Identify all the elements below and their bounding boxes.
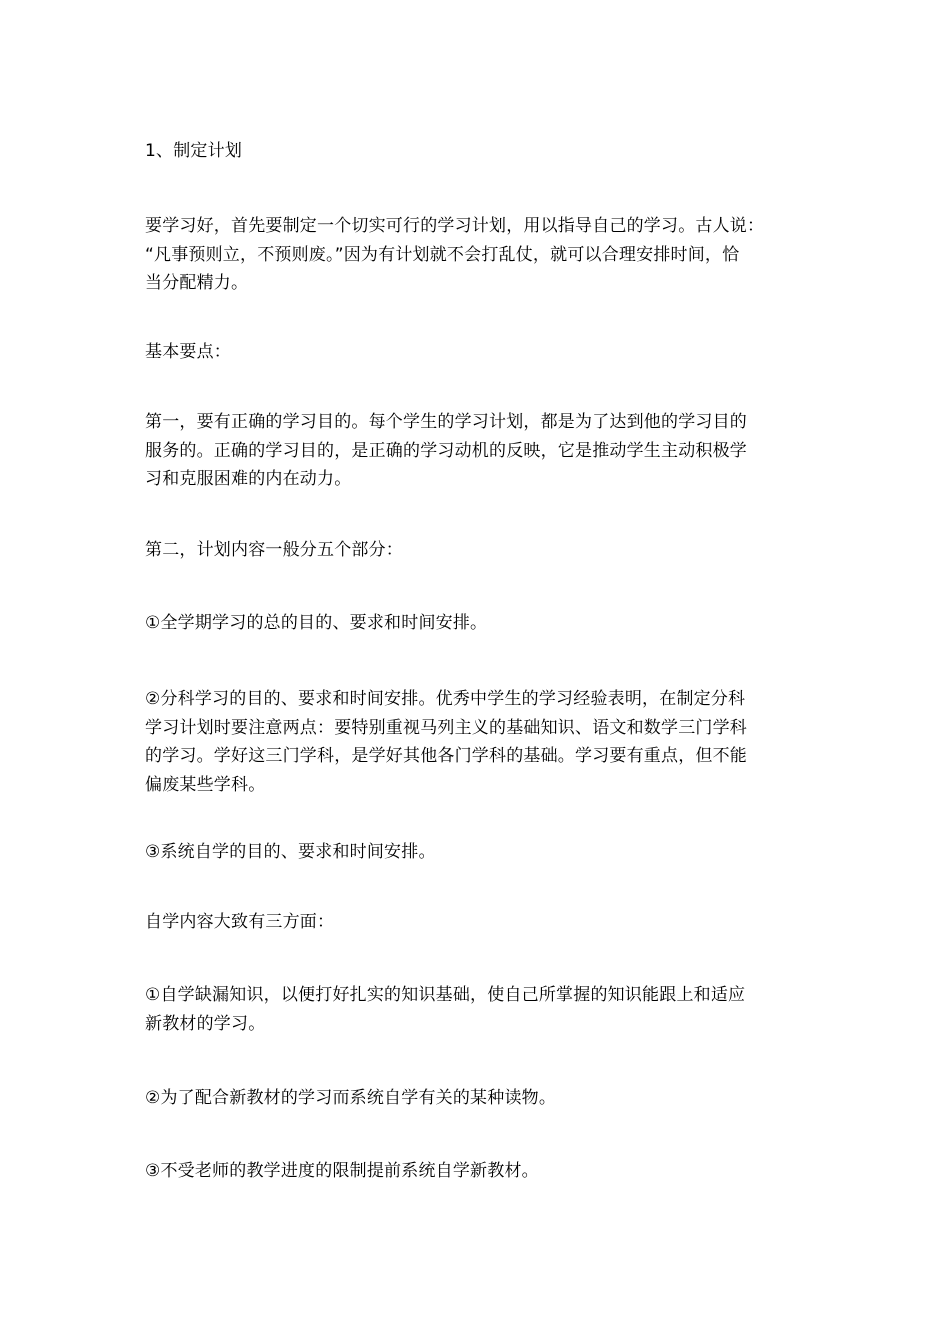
paragraph-line: 偏废某些学科。 [145,774,266,795]
paragraph [145,1157,810,1186]
paragraph-line: ②为了配合新教材的学习而系统自学有关的某种读物。 [145,1088,557,1108]
paragraph [145,908,810,937]
paragraph [145,838,810,867]
paragraph-line: ②分科学习的目的、要求和时间安排。优秀中学生的学习经验表明，在制定分科 [145,689,746,709]
section-heading: 1、制定计划 [145,141,243,161]
paragraph-line: ③不受老师的教学进度的限制提前系统自学新教材。 [145,1161,539,1181]
paragraph-line: 基本要点： [145,342,231,362]
paragraph [145,212,810,298]
paragraph [145,338,810,367]
paragraph-line: 要学习好，首先要制定一个切实可行的学习计划，用以指导自己的学习。古人说： [145,216,765,236]
paragraph-line: 服务的。正确的学习目的，是正确的学习动机的反映，它是推动学生主动积极学 [145,440,747,461]
paragraph [145,1084,810,1113]
paragraph-line: 自学内容大致有三方面： [145,912,335,932]
paragraph-line: 习和克服困难的内在动力。 [145,469,352,489]
paragraph [145,536,810,565]
paragraph-line: ①自学缺漏知识，以便打好扎实的知识基础，使自己所掌握的知识能跟上和适应 [145,985,746,1005]
paragraph-line: 学习计划时要注意两点：要特别重视马列主义的基础知识、语文和数学三门学科 [145,717,747,738]
paragraph-line: 当分配精力。 [145,273,249,293]
paragraph-line: ③系统自学的目的、要求和时间安排。 [145,842,436,862]
paragraph-line: 第二，计划内容一般分五个部分： [145,540,403,560]
paragraph [145,685,810,799]
paragraph [145,981,810,1038]
paragraph-line: “凡事预则立，不预则废。”因为有计划就不会打乱仗，就可以合理安排时间，恰 [145,244,740,265]
paragraph-line: 第一，要有正确的学习目的。每个学生的学习计划，都是为了达到他的学习目的 [145,412,747,432]
paragraph-line: 的学习。学好这三门学科，是学好其他各门学科的基础。学习要有重点，但不能 [145,746,747,766]
paragraph [145,408,810,494]
paragraph-line: ①全学期学习的总的目的、要求和时间安排。 [145,613,488,633]
paragraph-line: 新教材的学习。 [145,1013,266,1034]
paragraph [145,609,810,638]
